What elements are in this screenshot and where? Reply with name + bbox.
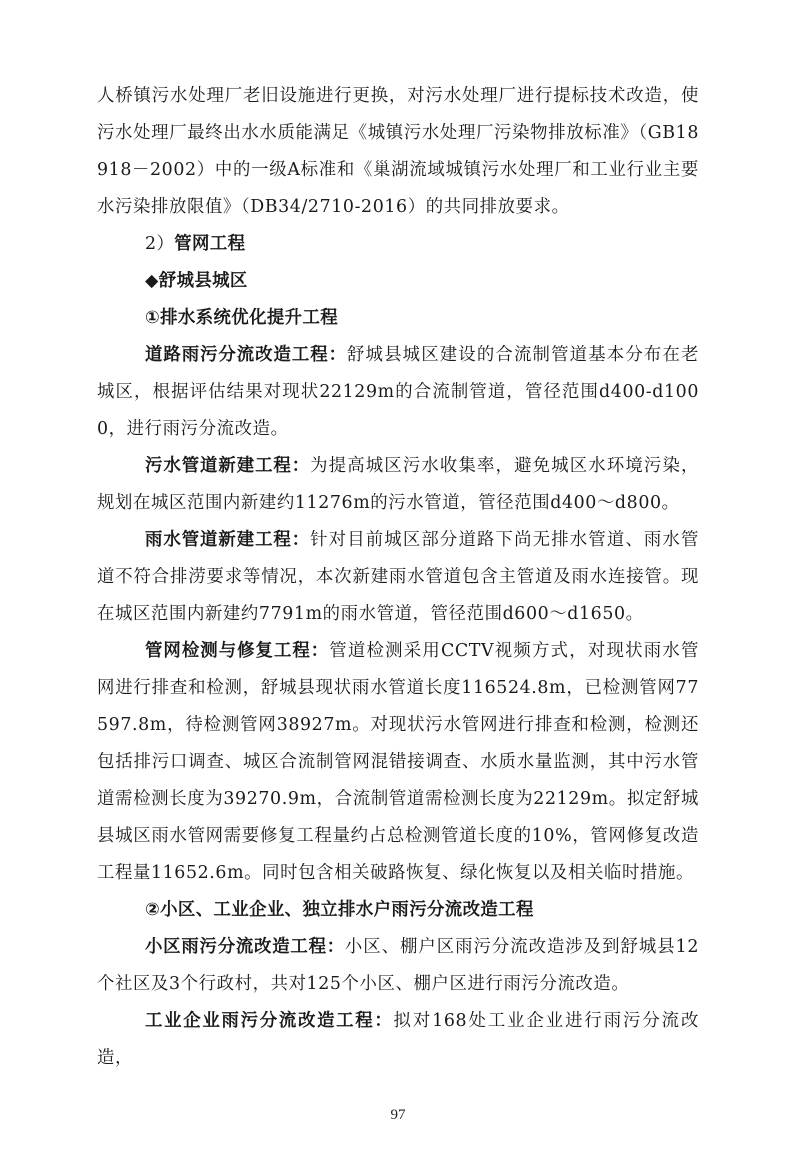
heading-text: ①排水系统优化提升工程 bbox=[145, 308, 339, 328]
paragraph-road-separation bbox=[97, 337, 699, 448]
paragraph-lead: 道路雨污分流改造工程： bbox=[145, 345, 347, 365]
heading-text: 管网工程 bbox=[174, 234, 246, 254]
section-heading-pipe-network bbox=[97, 226, 699, 263]
paragraph-lead: 雨水管道新建工程： bbox=[145, 530, 311, 550]
paragraph-lead: 小区雨污分流改造工程： bbox=[145, 937, 345, 957]
paragraph-text: 小区、棚户区雨污分流改造涉及到舒城县12个社区及3个行政村，共对125个小区、棚户区进行雨污分流改造。 bbox=[97, 937, 699, 994]
paragraph-industry-separation bbox=[97, 1003, 699, 1077]
paragraph-text: 拟对168处工业企业进行雨污分流改造， bbox=[97, 1011, 699, 1068]
paragraph-lead: 管网检测与修复工程： bbox=[145, 641, 330, 661]
paragraph-text: 舒城县城区建设的合流制管道基本分布在老城区，根据评估结果对现状22129m的合流制管道，管径范围d400-d1000，进行雨污分流改造。 bbox=[97, 345, 699, 439]
heading-text: ②小区、工业企业、独立排水户雨污分流改造工程 bbox=[145, 900, 534, 920]
paragraph-lead: 工业企业雨污分流改造工程： bbox=[145, 1011, 394, 1031]
subheading-shucheng-urban bbox=[97, 263, 699, 300]
heading-number: 2） bbox=[145, 234, 175, 254]
paragraph-rain-pipe bbox=[97, 522, 699, 633]
document-page bbox=[97, 78, 699, 1077]
heading-text: ◆舒城县城区 bbox=[145, 271, 248, 291]
page-spacer bbox=[97, 1077, 699, 1097]
paragraph-lead: 污水管道新建工程： bbox=[145, 456, 311, 476]
paragraph-text: 针对目前城区部分道路下尚无排水管道、雨水管道不符合排涝要求等情况，本次新建雨水管道包含主管道及雨水连接管。现在城区范围内新建约7791m的雨水管道，管径范围d600～d1650。 bbox=[97, 530, 699, 624]
paragraph-text: 为提高城区污水收集率，避免城区水环境污染，规划在城区范围内新建约11276m的污水管道，管径范围d400～d800。 bbox=[97, 456, 699, 513]
paragraph-network-inspection bbox=[97, 633, 699, 892]
page-number: 97 bbox=[390, 1107, 406, 1123]
subheading-drainage-optimization bbox=[97, 300, 699, 337]
paragraph-continuation bbox=[97, 78, 699, 226]
paragraph-text: 人桥镇污水处理厂老旧设施进行更换，对污水处理厂进行提标技术改造，使污水处理厂最终出水水质能满足《城镇污水处理厂污染物排放标准》（GB18918－2002）中的一级A标准和《巢湖流域城镇污水处理厂和工业行业主要水污染排放限值》（DB34/2710-2016）的共同排放要求。 bbox=[97, 86, 699, 217]
paragraph-community-separation bbox=[97, 929, 699, 1003]
subheading-community-industry bbox=[97, 892, 699, 929]
paragraph-sewage-pipe bbox=[97, 448, 699, 522]
paragraph-text: 管道检测采用CCTV视频方式，对现状雨水管网进行排查和检测，舒城县现状雨水管道长度116524.8m，已检测管网77597.8m，待检测管网38927m。对现状污水管网进行排查和检测，检测还包括排污口调查、城区合流制管网混错接调查、水质水量监测，其中污水管道需检测长度为39270.9m，合流制管道需检测长度为22129m。拟定舒城县城区雨水管网需要修复工程量约占总检测管道长度的10%，管网修复改造工程量11652.6m。同时包含相关破路恢复、绿化恢复以及相关临时措施。 bbox=[97, 641, 699, 883]
